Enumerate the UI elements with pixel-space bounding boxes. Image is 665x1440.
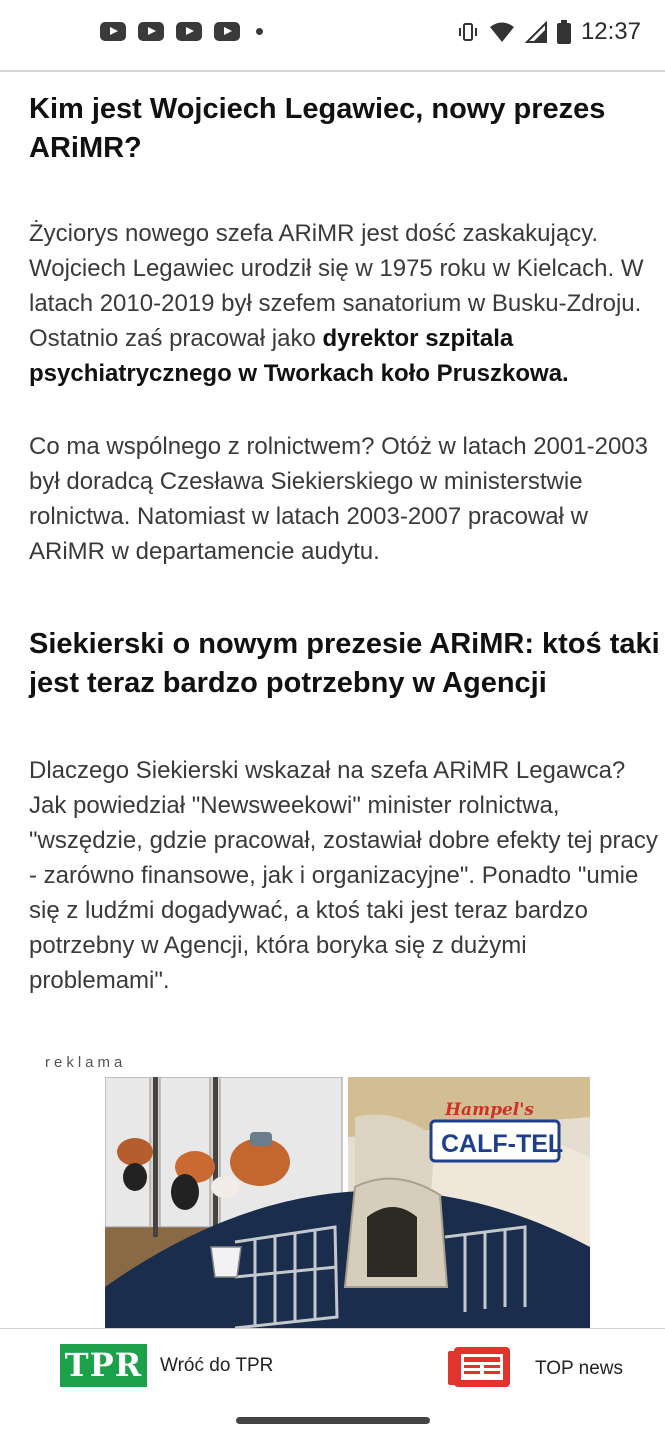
more-dot-icon (256, 28, 263, 35)
youtube-icon (138, 22, 164, 41)
top-news-link[interactable]: TOP news (535, 1358, 624, 1379)
vibrate-icon (457, 21, 479, 43)
youtube-icon (100, 22, 126, 41)
wifi-icon (489, 21, 515, 43)
tpr-logo[interactable]: TPR (60, 1344, 147, 1387)
article-paragraph (29, 216, 665, 391)
system-icons (457, 18, 641, 46)
status-bar (0, 0, 665, 72)
back-to-tpr-link[interactable]: Wróć do TPR (160, 1355, 274, 1376)
ad-brand-script: Hampel's (445, 1100, 535, 1120)
youtube-icon (214, 22, 240, 41)
ad-image (105, 1077, 590, 1328)
article-paragraph: Co ma wspólnego z rolnictwem? Otóż w latach 2001-2003 był doradcą Czesława Siekierskiego w ministerstwie rolnictwa. Natomiast w latach 2003-2007 pracował w ARiMR w departamencie audytu. (29, 433, 648, 565)
system-nav-bar (0, 1402, 665, 1440)
youtube-icon (176, 22, 202, 41)
clock: 12:37 (580, 18, 641, 45)
paragraph-text: Życiorys nowego szefa ARiMR jest dość zaskakujący. Wojciech Legawiec urodził się w 1975 roku w Kielcach. W latach 2010-2019 był szefem sanatorium w Busku-Zdroju. Ostatnio zaś pracował jako (29, 220, 644, 352)
ad-brand-name: CALF-TEL (441, 1130, 564, 1158)
ad-banner[interactable] (105, 1077, 590, 1328)
battery-icon (557, 20, 571, 44)
article-body (29, 90, 665, 998)
section-heading: Siekierski o nowym prezesie ARiMR: ktoś taki jest teraz bardzo potrzebny w Agencji (29, 628, 660, 699)
paragraph-bold-text: dyrektor szpitala psychiatrycznego w Tworkach koło Pruszkowa. (29, 325, 569, 387)
bottom-bar (0, 1328, 665, 1404)
signal-icon (525, 21, 547, 43)
home-gesture-handle[interactable] (236, 1417, 430, 1424)
section-heading: Kim jest Wojciech Legawiec, nowy prezes ARiMR? (29, 93, 606, 164)
newspaper-icon[interactable] (448, 1347, 510, 1387)
notification-icons (100, 22, 263, 41)
ad-label: reklama (45, 1054, 127, 1071)
article-paragraph: Dlaczego Siekierski wskazał na szefa ARiMR Legawca? Jak powiedział "Newsweekowi" minister rolnictwa, "wszędzie, gdzie pracował, zostawiał dobre efekty tej pracy - zarówno finansowe, jak i organizacyjne". Ponadto "umie się z ludźmi dogadywać, a ktoś taki jest teraz bardzo potrzebny w Agencji, która boryka się z dużymi problemami". (29, 757, 658, 994)
